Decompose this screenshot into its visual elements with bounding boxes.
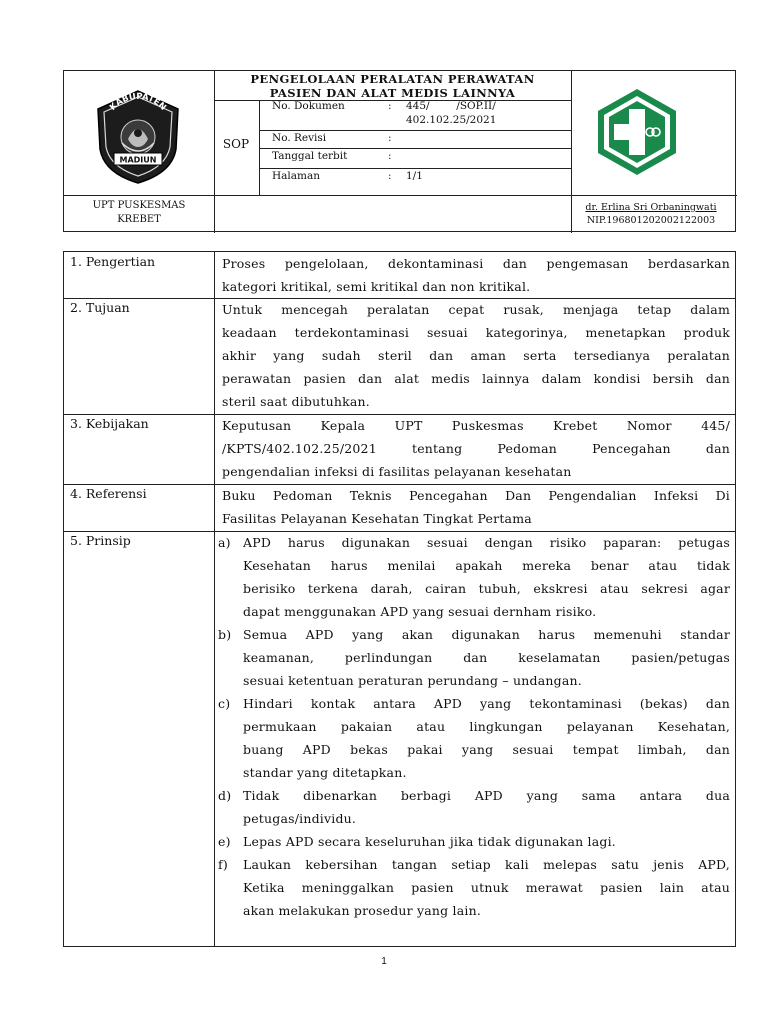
text-line: Proses pengelolaan, dekontaminasi dan pengemasan berdasarkan [222, 256, 730, 271]
list-item [218, 623, 730, 692]
kabupaten-madiun-emblem-icon [92, 87, 184, 185]
sop-label: SOP [222, 137, 250, 151]
text-line: steril saat dibutuhkan. [222, 394, 370, 409]
org-line-1: UPT PUSKESMAS [92, 200, 186, 211]
text-line: dapat menggunakan APD yang sesuai dernham risiko. [243, 604, 597, 619]
text-line: keamanan, perlindungan dan keselamatan pasien/petugas [243, 650, 730, 665]
list-marker: f) [218, 857, 228, 872]
meta-label-no-dokumen: No. Dokumen [272, 100, 345, 112]
section-label-tujuan: 2. Tujuan [70, 300, 130, 315]
prinsip-list [218, 531, 730, 922]
text-line: Keputusan Kepala UPT Puskesmas Krebet Nomor 445/ [222, 418, 730, 433]
section-label-pengertian: 1. Pengertian [70, 254, 156, 269]
meta-value-halaman: 1/1 [406, 170, 423, 182]
list-marker: c) [218, 696, 231, 711]
signer-name: dr. Erlina Sri Orbaningwati [585, 202, 717, 213]
list-item [218, 531, 730, 623]
section-text-kebijakan [222, 414, 730, 483]
text-line: berisiko terkena darah, cairan tubuh, ekskresi atau sekresi agar [243, 581, 730, 596]
list-item [218, 692, 730, 784]
meta-label-halaman: Halaman [272, 170, 321, 182]
text-line: permukaan pakaian atau lingkungan pelayanan Kesehatan, [243, 719, 730, 734]
signer-block [566, 201, 736, 227]
section-label-referensi: 4. Referensi [70, 486, 147, 501]
text-line: standar yang ditetapkan. [243, 765, 407, 780]
signer-nip: NIP.196801202002122003 [586, 215, 716, 226]
title-line-2: PASIEN DAN ALAT MEDIS LAINNYA [269, 86, 516, 100]
list-marker: b) [218, 627, 232, 642]
meta-sep: : [388, 170, 392, 182]
text-line: Lepas APD secara keseluruhan jika tidak digunakan lagi. [243, 834, 616, 849]
text-line: perawatan pasien dan alat medis lainnya dalam kondisi bersih dan [222, 371, 730, 386]
meta-value-no-dokumen-2: 402.102.25/2021 [406, 114, 497, 126]
organization-name [64, 199, 214, 227]
list-marker: d) [218, 788, 232, 803]
page-number: 1 [381, 956, 387, 967]
list-item [218, 830, 730, 853]
text-line: akhir yang sudah steril dan aman serta tersedianya peralatan [222, 348, 730, 363]
text-line: akan melakukan prosedur yang lain. [243, 903, 482, 918]
list-marker: a) [218, 535, 231, 550]
text-line: Buku Pedoman Teknis Pencegahan Dan Pengendalian Infeksi Di [222, 488, 730, 503]
sop-header-table [63, 70, 736, 232]
text-line: Laukan kebersihan tangan setiap kali melepas satu jenis APD, [243, 857, 730, 872]
section-text-referensi [222, 484, 730, 530]
meta-label-tanggal-terbit: Tanggal terbit [272, 150, 348, 162]
text-line: Hindari kontak antara APD yang tekontaminasi (bekas) dan [243, 696, 730, 711]
list-item [218, 784, 730, 830]
section-text-pengertian [222, 252, 730, 298]
meta-sep: : [388, 100, 392, 112]
text-line: petugas/individu. [243, 811, 357, 826]
text-line: pengendalian infeksi di fasilitas pelayanan kesehatan [222, 464, 572, 479]
text-line: Semua APD yang akan digunakan harus memenuhi standar [243, 627, 730, 642]
emblem-top-text: KABUPATEN [108, 91, 168, 113]
text-line: Fasilitas Pelayanan Kesehatan Tingkat Pertama [222, 511, 532, 526]
list-marker: e) [218, 834, 231, 849]
section-text-tujuan [222, 298, 730, 413]
text-line: buang APD bekas pakai yang sesuai tempat limbah, dan [243, 742, 730, 757]
text-line: Untuk mencegah peralatan cepat rusak, menjaga tetap dalam [222, 302, 730, 317]
meta-sep: : [388, 150, 392, 162]
list-item [218, 853, 730, 922]
text-line: Kesehatan harus menilai apakah mereka benar atau tidak [243, 558, 730, 573]
section-label-kebijakan: 3. Kebijakan [70, 416, 149, 431]
text-line: Ketika meninggalkan pasien utnuk merawat pasien lain atau [243, 880, 730, 895]
text-line: /KPTS/402.102.25/2021 tentang Pedoman Pencegahan dan [222, 441, 730, 456]
sop-content-table [63, 251, 736, 947]
text-line: keadaan terdekontaminasi sesuai kategorinya, menetapkan produk [222, 325, 730, 340]
text-line: Tidak dibenarkan berbagi APD yang sama antara dua [243, 788, 730, 803]
text-line: sesuai ketentuan peraturan perundang – undangan. [243, 673, 582, 688]
meta-label-no-revisi: No. Revisi [272, 132, 327, 144]
document-title [214, 71, 571, 100]
puskesmas-logo-icon [594, 87, 680, 177]
org-line-2: KREBET [117, 214, 161, 225]
meta-value-no-dokumen-1: 445/ /SOP.II/ [406, 100, 496, 112]
meta-sep: : [388, 132, 392, 144]
text-line: APD harus digunakan sesuai dengan risiko paparan: petugas [243, 535, 730, 550]
section-label-prinsip: 5. Prinsip [70, 533, 131, 548]
text-line: kategori kritikal, semi kritikal dan non kritikal. [222, 279, 531, 294]
title-line-1: PENGELOLAAN PERALATAN PERAWATAN [250, 72, 535, 86]
emblem-bottom-text: MADIUN [119, 155, 157, 165]
